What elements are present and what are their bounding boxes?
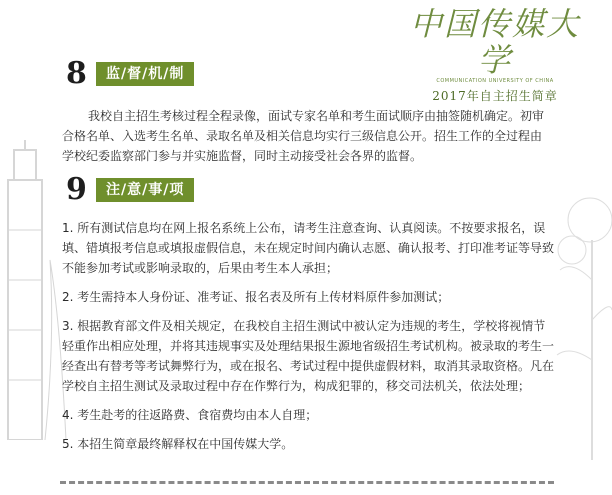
logo-chinese-name: 中国传媒大学 bbox=[409, 5, 580, 79]
section-8-number: 8 bbox=[66, 56, 87, 91]
brochure-subtitle: 2017年自主招生简章 bbox=[432, 89, 558, 103]
university-logo bbox=[400, 6, 590, 104]
list-item: 3. 根据教育部文件及相关规定，在我校自主招生测试中被认定为违规的考生，学校将视情节轻重作出相应处理，并将其违规事实及处理结果报生源地省级招生考试机构。被录取的考生一经查出有替考等考试舞弊行为，或在报名、考试过程中提供虚假材料，取消其录取资格。凡在学校自主招生测试及录取过程中存在作弊行为，构成犯罪的，移交司法机关，依法处理； bbox=[62, 319, 555, 393]
decorative-tree-illustration bbox=[552, 120, 612, 460]
notes-list bbox=[62, 218, 554, 463]
section-9-number: 9 bbox=[66, 172, 87, 207]
logo-english-name: COMMUNICATION UNIVERSITY OF CHINA bbox=[436, 78, 554, 84]
section-9-heading bbox=[66, 172, 194, 207]
decorative-building-illustration bbox=[0, 140, 70, 440]
dashed-divider bbox=[60, 481, 554, 484]
list-item: 1. 所有测试信息均在网上报名系统上公布，请考生注意查询、认真阅读。不按要求报名，误填、错填报考信息或填报虚假信息，未在规定时间内确认志愿、确认报考、打印准考证等导致不能参加考试或影响录取的，后果由考生本人承担； bbox=[62, 221, 555, 275]
section-8-title: 监/督/机/制 bbox=[96, 62, 194, 86]
list-item: 4. 考生赴考的往返路费、食宿费均由本人自理； bbox=[62, 408, 318, 422]
section-8-paragraph: 我校自主招生考核过程全程录像，面试专家名单和考生面试顺序由抽签随机确定。初审合格名单、入选考生名单、录取名单及相关信息均实行三级信息公开。招生工作的全过程由学校纪委监察部门参与并实施监督，同时主动接受社会各界的监督。 bbox=[62, 109, 545, 163]
section-9-title: 注/意/事/项 bbox=[96, 178, 194, 202]
list-item: 2. 考生需持本人身份证、准考证、报名表及所有上传材料原件参加测试； bbox=[62, 290, 450, 304]
section-8-heading bbox=[66, 56, 194, 91]
list-item: 5. 本招生简章最终解释权在中国传媒大学。 bbox=[62, 437, 294, 451]
